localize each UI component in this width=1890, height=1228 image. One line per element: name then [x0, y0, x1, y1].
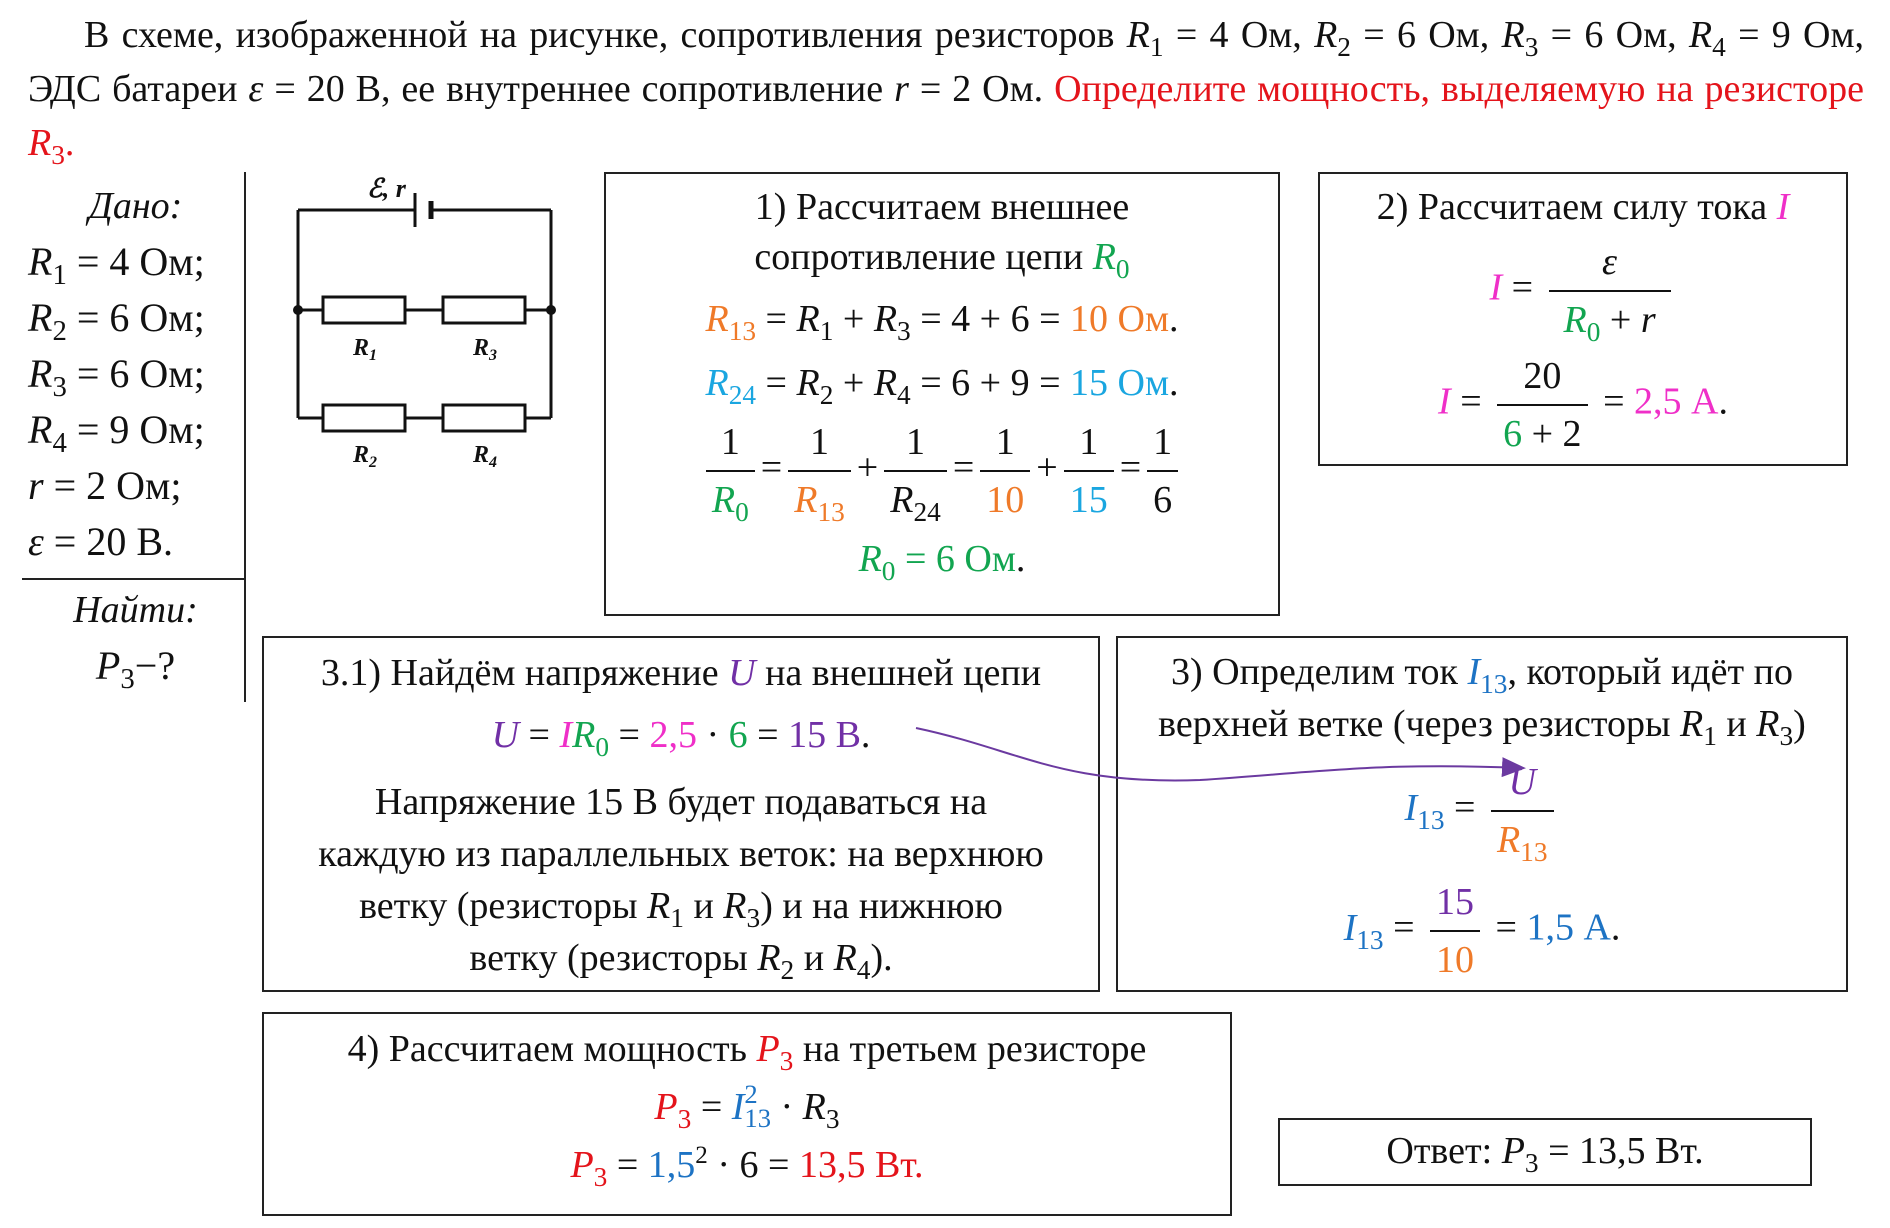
battery-label: ℰ, r: [367, 175, 406, 203]
circuit-diagram: [285, 175, 565, 475]
given-item: r = 2 Ом;: [28, 463, 182, 508]
step1-result: $R_0 = 6$ Ом.: [858, 538, 1026, 586]
step31-explanation: Напряжение 15 В будет подаваться на каждую из параллельных веток: на верхнюю ветку (резисторы $R_1$ и $R_3$) и на нижнюю ветку (резисторы $R_2$ и $R_4$).: [318, 781, 1044, 985]
given-panel: [28, 178, 243, 570]
find-title: Найти:: [73, 589, 198, 631]
step31-title: 3.1) Найдём напряжение U на внешней цепи: [320, 652, 1042, 694]
transfer-arrow: [900, 700, 1540, 810]
step2-calc: I = $\frac{20}{6 + 2}$ = 2,5 А.: [1320, 348, 1846, 462]
step1-box: [604, 172, 1280, 616]
find-value: $P_3-$?: [95, 643, 176, 696]
given-item: $R_2 = 6$ Ом;: [28, 295, 205, 348]
step2-formula: I = $\frac{\varepsilon}{R_0 + r}$: [1320, 234, 1846, 348]
given-item: $R_3 = 6$ Ом;: [28, 351, 205, 404]
answer-text: Ответ: $P_3 = 13,5$ Вт.: [1386, 1130, 1704, 1178]
junction-right: [546, 305, 556, 315]
given-item: ε = 20 В.: [28, 519, 174, 564]
given-title: Дано:: [88, 185, 183, 227]
step2-title: 2) Рассчитаем силу тока I: [1376, 186, 1790, 228]
find-panel: [28, 582, 243, 694]
junction-left: [293, 305, 303, 315]
intro-r1: $R_1$: [1126, 14, 1164, 62]
given-divider-horizontal: [22, 578, 246, 580]
label-r1: $R_1$: [353, 335, 378, 364]
given-item: $R_1 = 4$ Ом;: [28, 239, 205, 292]
step1-eq-r13: $R_{13} = R_1 + R_3 = 4 + 6 = 10$ Ом.: [705, 298, 1179, 346]
step3-box: [1116, 636, 1848, 992]
problem-statement: В схеме, изображенной на рисунке, сопротивления резисторов $R_1 = 4$ Ом, $R_2 = 6$ Ом, $R_3 = 6$ Ом, $R_4 = 9$ Ом, ЭДС батареи ε = 20 В, ее внутреннее сопротивление r = 2 Ом. Определите мощность, выделяемую на резисторе $R_3$.: [28, 14, 1865, 170]
step3-title: 3) Определим ток $I_{13}$, который идёт по: [1171, 651, 1793, 699]
step1-eq-parallel: $\frac{1}{R_0}$ = $\frac{1}{R_{13}}$ + $\frac{1}{R_{24}}$ = $\frac{1}{10}$ + $\frac{1}{15}$ = $\frac{1}{6}$: [606, 414, 1278, 528]
step31-box: [262, 636, 1100, 992]
label-r2: $R_2$: [353, 442, 378, 471]
intro-question: Определите мощность, выделяемую на резисторе $R_3$.: [28, 68, 1864, 170]
step4-title: 4) Рассчитаем мощность $P_3$ на третьем резисторе: [347, 1028, 1147, 1076]
answer-box: [1278, 1118, 1812, 1186]
step4-formula: $P_3 = I2$ $13 \cdot R_3$: [654, 1079, 840, 1134]
intro-r3: $R_3$: [1501, 14, 1539, 62]
label-r3: $R_3$: [473, 335, 498, 364]
intro-r2: $R_2$: [1314, 14, 1351, 62]
given-divider-vertical: [244, 172, 246, 702]
step31-eq: $U = IR_0 = 2,5 \cdot 6 = 15$ В.: [491, 714, 871, 762]
given-item: $R_4 = 9$ Ом;: [28, 407, 205, 460]
step1-subtitle: сопротивление цепи $R_0$: [754, 236, 1130, 284]
step3-title-2: верхней ветке (через резисторы $R_1$ и $R_3$): [1158, 703, 1806, 751]
intro-text: В схеме, изображенной на рисунке, сопротивления резисторов: [84, 14, 1115, 56]
step4-box: [262, 1012, 1232, 1216]
step2-box: [1318, 172, 1848, 466]
step3-calc: $I_{13}$ = $\frac{15}{10}$ = 1,5 А.: [1118, 874, 1846, 988]
step4-calc: $P_3 = 1,5^2 \cdot 6 = 13,5$ Вт.: [570, 1142, 924, 1192]
step1-eq-r24: $R_{24} = R_2 + R_4 = 6 + 9 = 15$ Ом.: [705, 362, 1179, 410]
label-r4: $R_4$: [473, 442, 498, 471]
step1-title: 1) Рассчитаем внешнее: [754, 186, 1130, 228]
step3-formula: $I_{13}$ = $\frac{U}{R_{13}}$: [1118, 754, 1846, 868]
